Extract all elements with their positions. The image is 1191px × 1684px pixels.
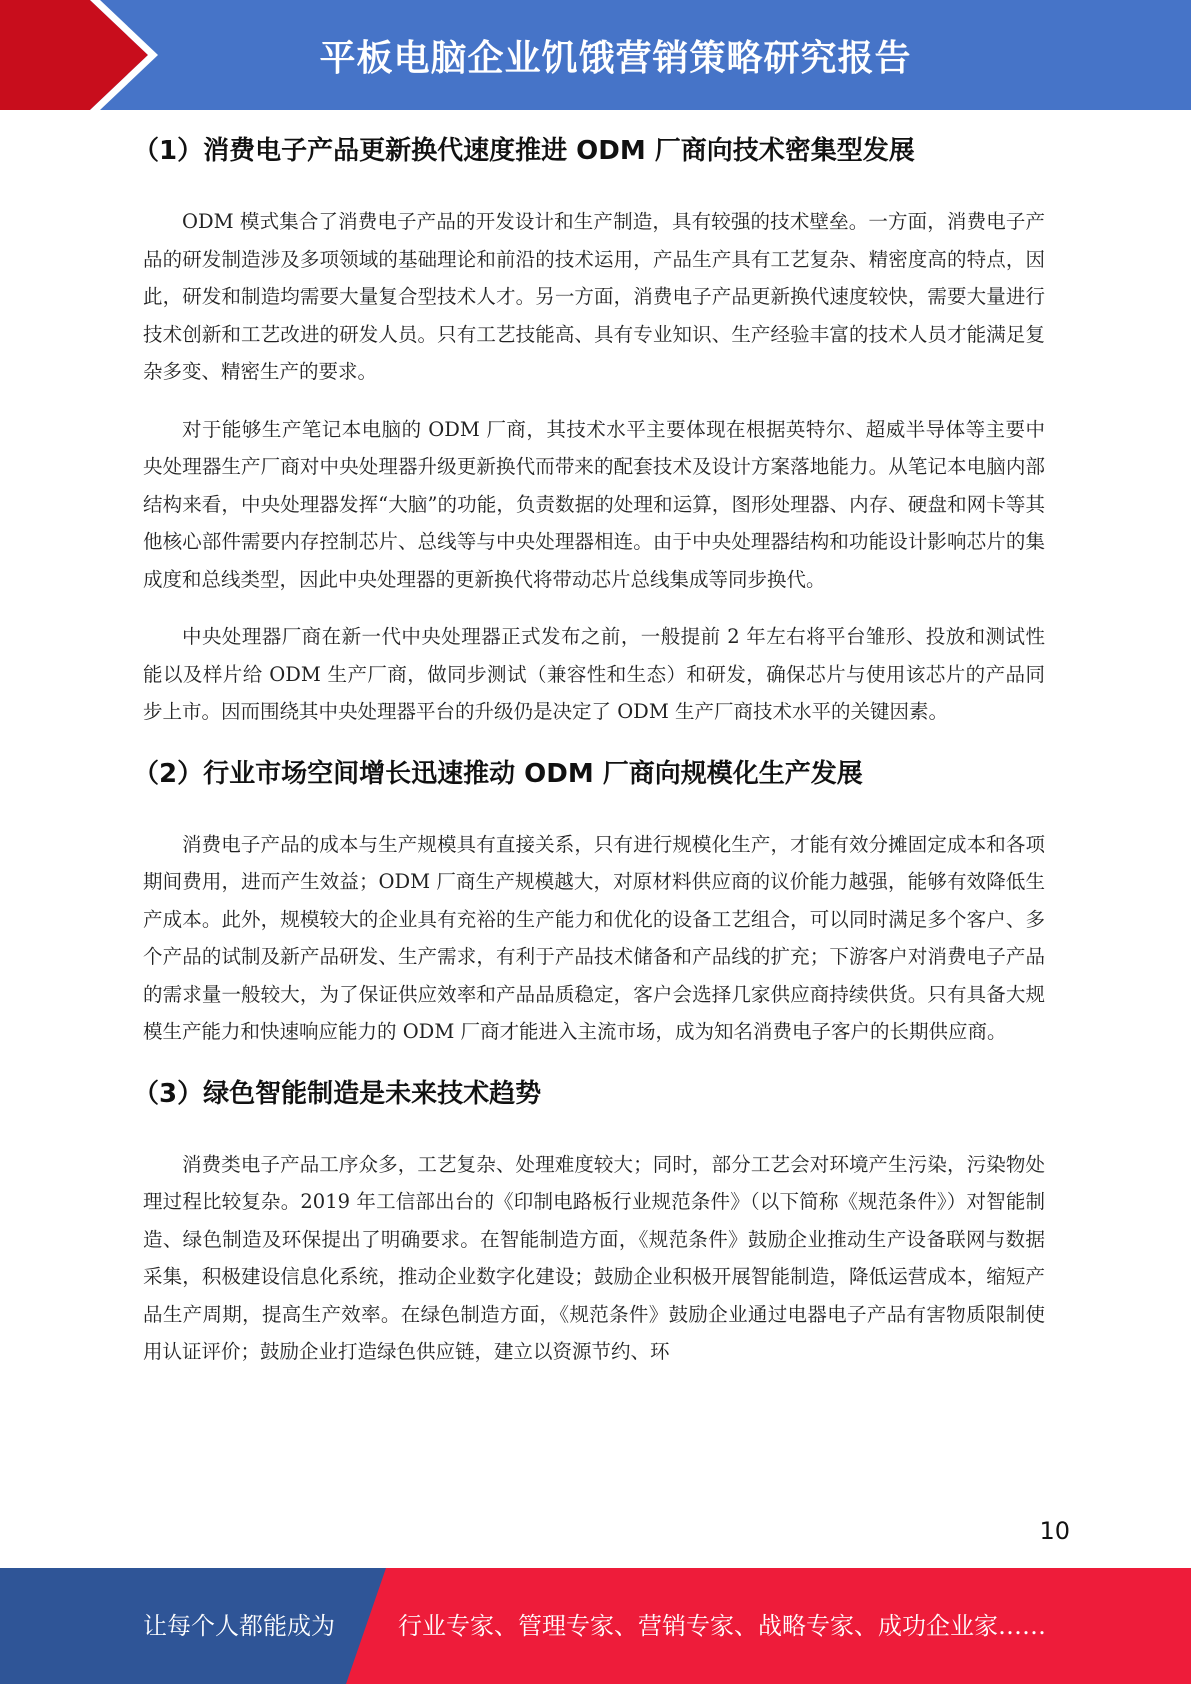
paragraph: 消费类电子产品工序众多，工艺复杂、处理难度较大；同时，部分工艺会对环境产生污染，污染物处理过程比较复杂。2019 年工信部出台的《印制电路板行业规范条件》（以下简称《规范条件》）对智能制造、绿色制造及环保提出了明确要求。在智能制造方面，《规范条件》鼓励企业推动生产设备联网与数据采集，积极建设信息化系统，推动企业数字化建设；鼓励企业积极开展智能制造，降低运营成本，缩短产品生产周期，提高生产效率。在绿色制造方面，《规范条件》鼓励企业通过电器电子产品有害物质限制使用认证评价；鼓励企业打造绿色供应链，建立以资源节约、环 [143,1152,1045,1363]
paragraph: 中央处理器厂商在新一代中央处理器正式发布之前，一般提前 2 年左右将平台雏形、投放和测试性能以及样片给 ODM 生产厂商，做同步测试（兼容性和生态）和研发，确保芯片与使用该芯片的产品同步上市。因而围绕其中央处理器平台的升级仍是决定了 ODM 生产厂商技术水平的关键因素。 [143,625,1045,723]
page-header [0,0,1191,110]
section-heading-3: （3）绿色智能制造是未来技术趋势 [133,1078,542,1109]
page-number: 10 [1039,1517,1070,1545]
page-footer [0,1568,1191,1684]
document-title: 平板电脑企业饥饿营销策略研究报告 [319,37,912,79]
section-heading-2: （2）行业市场空间增长迅速推动 ODM 厂商向规模化生产发展 [133,758,863,789]
footer-slogan-prefix: 让每个人都能成为 [143,1612,335,1640]
header-red-chevron [0,0,148,110]
paragraph: 消费电子产品的成本与生产规模具有直接关系，只有进行规模化生产，才能有效分摊固定成本和各项期间费用，进而产生效益；ODM 厂商生产规模越大，对原材料供应商的议价能力越强，能够有效降低生产成本。此外，规模较大的企业具有充裕的生产能力和优化的设备工艺组合，可以同时满足多个客户、多个产品的试制及新产品研发、生产需求，有利于产品技术储备和产品线的扩充；下游客户对消费电子产品的需求量一般较大，为了保证供应效率和产品品质稳定，客户会选择几家供应商持续供货。只有具备大规模生产能力和快速响应能力的 ODM 厂商才能进入主流市场，成为知名消费电子客户的长期供应商。 [143,832,1045,1043]
footer-slogan-roles: 行业专家、管理专家、营销专家、战略专家、成功企业家…… [398,1612,1046,1640]
document-body [133,126,1045,1371]
paragraph: 对于能够生产笔记本电脑的 ODM 厂商，其技术水平主要体现在根据英特尔、超威半导体等主要中央处理器生产厂商对中央处理器升级更新换代而带来的配套技术及设计方案落地能力。从笔记本电脑内部结构来看，中央处理器发挥“大脑”的功能，负责数据的处理和运算，图形处理器、内存、硬盘和网卡等其他核心部件需要内存控制芯片、总线等与中央处理器相连。由于中央处理器结构和功能设计影响芯片的集成度和总线类型，因此中央处理器的更新换代将带动芯片总线集成等同步换代。 [143,417,1045,591]
header-arrow-graphic [0,0,160,110]
section-heading-1: （1）消费电子产品更新换代速度推进 ODM 厂商向技术密集型发展 [133,136,915,166]
paragraph: ODM 模式集合了消费电子产品的开发设计和生产制造，具有较强的技术壁垒。一方面，消费电子产品的研发制造涉及多项领域的基础理论和前沿的技术运用，产品生产具有工艺复杂、精密度高的特点，因此，研发和制造均需要大量复合型技术人才。另一方面，消费电子产品更新换代速度较快，需要大量进行技术创新和工艺改进的研发人员。只有工艺技能高、具有专业知识、生产经验丰富的技术人员才能满足复杂多变、精密生产的要求。 [143,210,1045,383]
